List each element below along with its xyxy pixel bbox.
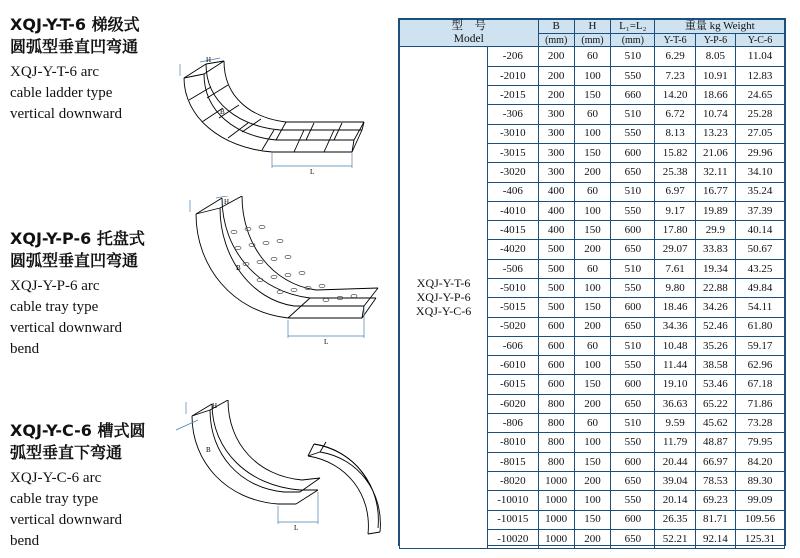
cell-weight-t: 6.72 [655, 105, 695, 124]
cell-weight-c: 37.39 [736, 201, 785, 220]
cell-weight-p: 81.71 [695, 510, 735, 529]
cell-weight-t: 25.38 [655, 163, 695, 182]
cell-code: -10010 [488, 491, 538, 510]
cell-weight-p: 13.23 [695, 124, 735, 143]
cell-h: 200 [574, 529, 610, 548]
cell-weight-t: 26.35 [655, 510, 695, 529]
cell-weight-t: 20.44 [655, 452, 695, 471]
cell-weight-c: 125.31 [736, 529, 785, 548]
subtitle-line-3: vertical downward [10, 106, 123, 122]
spec-table [399, 19, 785, 549]
cell-code: -5015 [488, 298, 538, 317]
cell-b: 500 [538, 279, 574, 298]
cell-h: 150 [574, 510, 610, 529]
cell-l: 550 [611, 66, 655, 85]
cell-weight-c: 25.28 [736, 105, 785, 124]
cell-l: 660 [611, 86, 655, 105]
header-h-unit: (mm) [574, 34, 610, 47]
cell-weight-t: 9.59 [655, 414, 695, 433]
cell-b: 300 [538, 105, 574, 124]
header-weight-c: Y-C-6 [736, 34, 785, 47]
subtitle-line-1: XQJ-Y-C-6 arc [10, 470, 102, 486]
cell-weight-t: 36.63 [655, 394, 695, 413]
cell-l: 650 [611, 471, 655, 490]
cell-weight-t: 17.80 [655, 221, 695, 240]
subtitle-line-2: cable tray type [10, 491, 99, 507]
cell-weight-c: 99.09 [736, 491, 785, 510]
cell-weight-p: 33.83 [695, 240, 735, 259]
cell-weight-p: 21.06 [695, 143, 735, 162]
cell-weight-c: 61.80 [736, 317, 785, 336]
cell-weight-t: 19.10 [655, 375, 695, 394]
cell-b: 1000 [538, 471, 574, 490]
cell-h: 60 [574, 105, 610, 124]
cell-b: 400 [538, 221, 574, 240]
cell-weight-t: 6.29 [655, 47, 695, 66]
label-B: B [236, 264, 241, 272]
label-H: H [206, 56, 212, 64]
cell-weight-c: 11.04 [736, 47, 785, 66]
subtitle-line-3: vertical downward [10, 320, 123, 336]
cell-b: 500 [538, 298, 574, 317]
cell-code: -3015 [488, 143, 538, 162]
cell-h: 60 [574, 259, 610, 278]
cell-weight-p: 78.53 [695, 471, 735, 490]
cell-b: 800 [538, 394, 574, 413]
cell-b: 1000 [538, 491, 574, 510]
cell-b: 300 [538, 143, 574, 162]
cell-code: -8015 [488, 452, 538, 471]
cell-code: -306 [488, 105, 538, 124]
cell-l: 650 [611, 163, 655, 182]
cell-l: 550 [611, 201, 655, 220]
cell-weight-p: 69.23 [695, 491, 735, 510]
cell-weight-t: 7.61 [655, 259, 695, 278]
cell-weight-p: 66.97 [695, 452, 735, 471]
header-h: H [574, 20, 610, 34]
cell-h: 100 [574, 66, 610, 85]
cell-weight-c: 71.86 [736, 394, 785, 413]
cell-weight-p: 45.62 [695, 414, 735, 433]
cell-code: -806 [488, 414, 538, 433]
cell-weight-t: 15.82 [655, 143, 695, 162]
cell-weight-c: 54.11 [736, 298, 785, 317]
cell-weight-c: 29.96 [736, 143, 785, 162]
drawing-channel-arc-bend [168, 400, 396, 550]
cell-b: 300 [538, 163, 574, 182]
cell-l: 600 [611, 510, 655, 529]
subtitle-line-3: vertical downward [10, 512, 123, 528]
cell-weight-t: 18.46 [655, 298, 695, 317]
cell-weight-c: 109.56 [736, 510, 785, 529]
cell-weight-t: 10.48 [655, 336, 695, 355]
cell-h: 100 [574, 201, 610, 220]
cell-l: 600 [611, 221, 655, 240]
table-body [400, 47, 785, 549]
cell-weight-p: 8.05 [695, 47, 735, 66]
cell-code: -10020 [488, 529, 538, 548]
header-weight-t: Y-T-6 [655, 34, 695, 47]
cell-h: 200 [574, 240, 610, 259]
cell-h: 60 [574, 336, 610, 355]
cell-weight-t: 52.21 [655, 529, 695, 548]
cell-weight-p: 92.14 [695, 529, 735, 548]
cell-weight-p: 22.88 [695, 279, 735, 298]
product-title-tray [10, 228, 190, 272]
cell-code: -406 [488, 182, 538, 201]
title-line-2: 圆弧型垂直凹弯通 [10, 251, 139, 270]
cell-l: 650 [611, 529, 655, 548]
cell-h: 150 [574, 143, 610, 162]
cell-h: 60 [574, 414, 610, 433]
cell-weight-p: 29.9 [695, 221, 735, 240]
cell-code: -10015 [488, 510, 538, 529]
cell-h: 100 [574, 279, 610, 298]
cell-code: -5020 [488, 317, 538, 336]
model-name-cell [400, 47, 488, 549]
header-model-en: Model [453, 33, 484, 46]
header-l-unit: (mm) [611, 34, 655, 47]
drawing-tray-arc-bend [176, 196, 388, 356]
cell-h: 100 [574, 433, 610, 452]
cell-weight-c: 40.14 [736, 221, 785, 240]
cell-weight-t: 9.17 [655, 201, 695, 220]
cell-b: 200 [538, 66, 574, 85]
title-line-2: 弧型垂直下弯通 [10, 443, 123, 462]
cell-weight-p: 52.46 [695, 317, 735, 336]
cell-weight-p: 19.89 [695, 201, 735, 220]
cell-h: 150 [574, 375, 610, 394]
cell-weight-p: 19.34 [695, 259, 735, 278]
drawing-ladder-arc-bend [176, 56, 388, 176]
cell-h: 200 [574, 394, 610, 413]
cell-weight-p: 18.66 [695, 86, 735, 105]
cell-weight-t: 14.20 [655, 86, 695, 105]
cell-code: -6015 [488, 375, 538, 394]
cell-l: 510 [611, 336, 655, 355]
cell-weight-p: 34.26 [695, 298, 735, 317]
cell-weight-c: 35.24 [736, 182, 785, 201]
title-line-1: XQJ-Y-C-6 槽式圆 [10, 421, 146, 440]
cell-h: 60 [574, 182, 610, 201]
cell-b: 500 [538, 240, 574, 259]
cell-weight-p: 38.58 [695, 356, 735, 375]
product-title-ladder [10, 14, 190, 58]
cell-weight-c: 24.65 [736, 86, 785, 105]
cell-l: 550 [611, 491, 655, 510]
cell-l: 600 [611, 452, 655, 471]
cell-weight-p: 48.87 [695, 433, 735, 452]
cell-weight-t: 6.97 [655, 182, 695, 201]
cell-b: 400 [538, 182, 574, 201]
cell-h: 150 [574, 86, 610, 105]
cell-h: 60 [574, 47, 610, 66]
cell-code: -6020 [488, 394, 538, 413]
cell-code: -506 [488, 259, 538, 278]
cell-l: 510 [611, 47, 655, 66]
cell-l: 600 [611, 143, 655, 162]
cell-weight-t: 34.36 [655, 317, 695, 336]
title-line-2: 圆弧型垂直凹弯通 [10, 37, 139, 56]
cell-l: 510 [611, 105, 655, 124]
cell-weight-c: 73.28 [736, 414, 785, 433]
cell-weight-c: 84.20 [736, 452, 785, 471]
cell-code: -8010 [488, 433, 538, 452]
cell-code: -2010 [488, 66, 538, 85]
cell-h: 100 [574, 124, 610, 143]
label-B: B [220, 108, 225, 116]
header-weight-p: Y-P-6 [695, 34, 735, 47]
cell-weight-c: 67.18 [736, 375, 785, 394]
label-L: L [324, 338, 329, 346]
cell-code: -206 [488, 47, 538, 66]
title-line-1: XQJ-Y-P-6 托盘式 [10, 229, 145, 248]
cell-code: -8020 [488, 471, 538, 490]
cell-l: 550 [611, 124, 655, 143]
cell-weight-t: 39.04 [655, 471, 695, 490]
header-l: L₁=L₂ [611, 20, 655, 34]
cell-weight-c: 27.05 [736, 124, 785, 143]
cell-weight-c: 34.10 [736, 163, 785, 182]
header-model-cn: 型 号 [451, 20, 486, 32]
cell-h: 200 [574, 163, 610, 182]
cell-h: 150 [574, 221, 610, 240]
cell-weight-c: 43.25 [736, 259, 785, 278]
cell-weight-t: 29.07 [655, 240, 695, 259]
cell-weight-p: 10.74 [695, 105, 735, 124]
cell-b: 600 [538, 317, 574, 336]
cell-h: 200 [574, 471, 610, 490]
cell-weight-c: 50.67 [736, 240, 785, 259]
cell-weight-c: 62.96 [736, 356, 785, 375]
cell-h: 100 [574, 356, 610, 375]
product-subtitle-ladder [10, 62, 190, 125]
cell-l: 510 [611, 259, 655, 278]
subtitle-line-4: bend [10, 533, 40, 549]
cell-l: 600 [611, 375, 655, 394]
header-b: B [538, 20, 574, 34]
cell-b: 800 [538, 433, 574, 452]
title-line-1: XQJ-Y-T-6 梯级式 [10, 15, 140, 34]
cell-weight-p: 32.11 [695, 163, 735, 182]
cell-b: 200 [538, 47, 574, 66]
cell-code: -3010 [488, 124, 538, 143]
cell-weight-t: 7.23 [655, 66, 695, 85]
product-subtitle-channel [10, 468, 190, 552]
model-name-line-2: XQJ-Y-P-6 [416, 289, 471, 304]
header-model [400, 20, 539, 47]
cell-weight-t: 20.14 [655, 491, 695, 510]
model-name-line-3: XQJ-Y-C-6 [415, 303, 472, 318]
cell-h: 100 [574, 491, 610, 510]
cell-weight-t: 11.79 [655, 433, 695, 452]
subtitle-line-2: cable ladder type [10, 85, 113, 101]
cell-weight-c: 79.95 [736, 433, 785, 452]
label-H: H [212, 402, 218, 410]
cell-l: 650 [611, 240, 655, 259]
cell-b: 1000 [538, 529, 574, 548]
cell-l: 650 [611, 317, 655, 336]
cell-weight-t: 8.13 [655, 124, 695, 143]
cell-weight-t: 11.44 [655, 356, 695, 375]
subtitle-line-1: XQJ-Y-T-6 arc [10, 64, 100, 80]
subtitle-line-2: cable tray type [10, 299, 99, 315]
cell-b: 500 [538, 259, 574, 278]
cell-weight-p: 35.26 [695, 336, 735, 355]
cell-code: -5010 [488, 279, 538, 298]
cell-weight-p: 65.22 [695, 394, 735, 413]
product-title-channel [10, 420, 190, 464]
cell-l: 550 [611, 433, 655, 452]
cell-code: -4015 [488, 221, 538, 240]
product-block-ladder [10, 14, 190, 125]
product-block-tray [10, 228, 190, 360]
cell-code: -6010 [488, 356, 538, 375]
spec-table-container [398, 18, 786, 546]
cell-b: 300 [538, 124, 574, 143]
cell-weight-p: 53.46 [695, 375, 735, 394]
model-name-line-1: XQJ-Y-T-6 [416, 276, 471, 291]
cell-l: 550 [611, 279, 655, 298]
cell-b: 200 [538, 86, 574, 105]
label-L: L [294, 524, 299, 532]
cell-weight-c: 12.83 [736, 66, 785, 85]
cell-weight-t: 9.80 [655, 279, 695, 298]
cell-code: -606 [488, 336, 538, 355]
header-weight: 重量 kg Weight [655, 20, 785, 34]
cell-l: 510 [611, 414, 655, 433]
cell-code: -4010 [488, 201, 538, 220]
label-H: H [224, 198, 230, 206]
cell-code: -4020 [488, 240, 538, 259]
cell-l: 550 [611, 356, 655, 375]
product-subtitle-tray [10, 276, 190, 360]
cell-code: -3020 [488, 163, 538, 182]
label-L: L [310, 168, 315, 176]
cell-l: 600 [611, 298, 655, 317]
cell-b: 600 [538, 356, 574, 375]
subtitle-line-1: XQJ-Y-P-6 arc [10, 278, 100, 294]
cell-l: 650 [611, 394, 655, 413]
subtitle-line-4: bend [10, 341, 40, 357]
cell-h: 150 [574, 298, 610, 317]
table-row [400, 47, 785, 66]
cell-h: 200 [574, 317, 610, 336]
cell-b: 800 [538, 414, 574, 433]
cell-weight-c: 89.30 [736, 471, 785, 490]
cell-weight-p: 10.91 [695, 66, 735, 85]
cell-b: 1000 [538, 510, 574, 529]
cell-code: -2015 [488, 86, 538, 105]
cell-b: 600 [538, 336, 574, 355]
cell-weight-p: 16.77 [695, 182, 735, 201]
cell-l: 510 [611, 182, 655, 201]
table-header [400, 20, 785, 47]
header-b-unit: (mm) [538, 34, 574, 47]
cell-b: 400 [538, 201, 574, 220]
label-B: B [206, 446, 211, 454]
cell-weight-c: 59.17 [736, 336, 785, 355]
left-column [0, 0, 396, 558]
cell-weight-c: 49.84 [736, 279, 785, 298]
product-block-channel [10, 420, 190, 552]
cell-h: 150 [574, 452, 610, 471]
cell-b: 800 [538, 452, 574, 471]
cell-b: 600 [538, 375, 574, 394]
